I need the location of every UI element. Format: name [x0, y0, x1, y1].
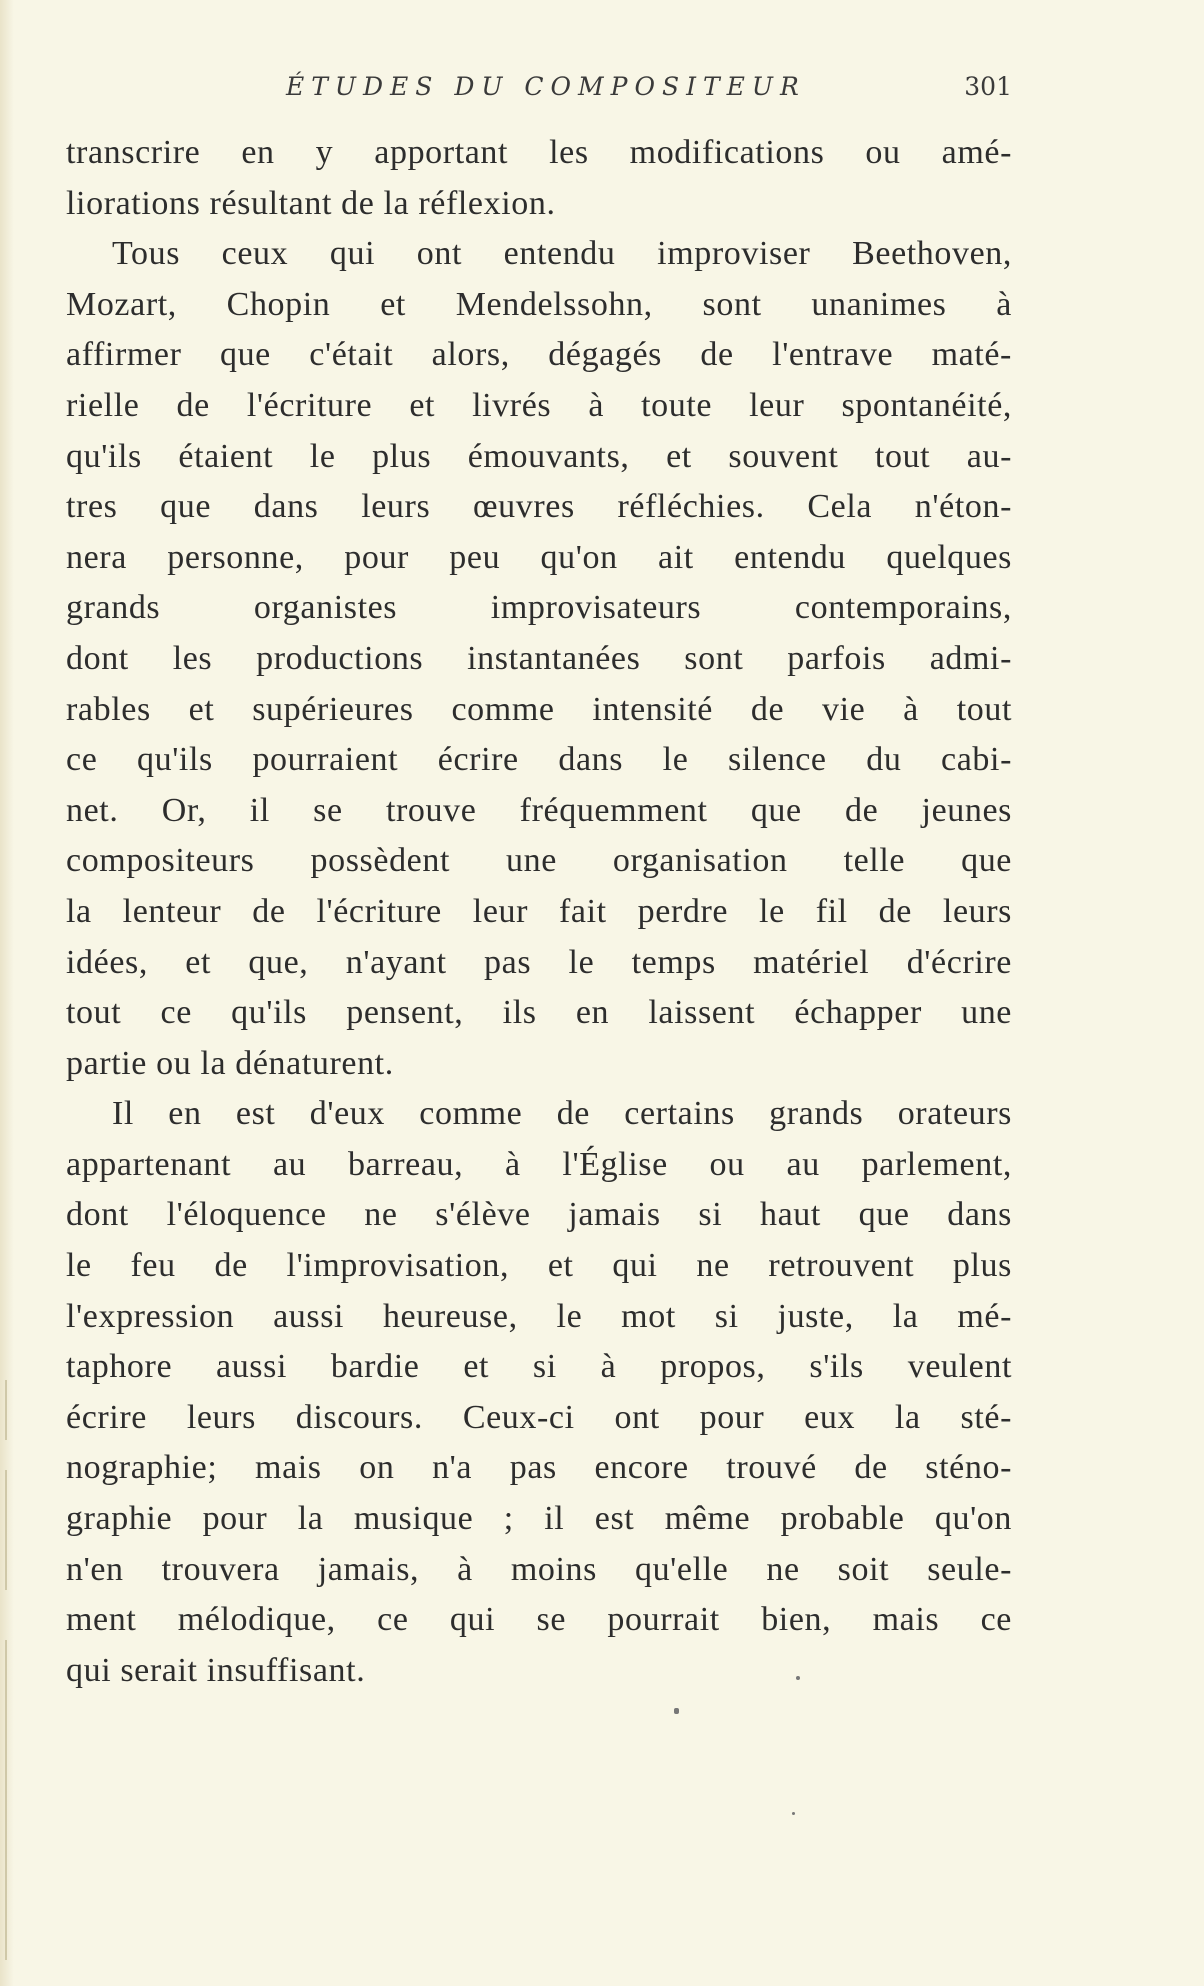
- text-line: transcrire en y apportant les modifications ou amé-: [66, 134, 1012, 171]
- page-gutter: [0, 0, 14, 1986]
- text-line: nographie; mais on n'a pas encore trouvé de sténo-: [66, 1449, 1012, 1487]
- paragraph: [66, 128, 1012, 229]
- running-header: [66, 72, 1012, 112]
- text-line: idées, et que, n'ayant pas le temps matériel d'écrire: [66, 943, 1012, 981]
- text-line: qui serait insuffisant.: [66, 1651, 366, 1689]
- page-number: 301: [964, 72, 1012, 101]
- text-line: le feu de l'improvisation, et qui ne retrouvent plus: [66, 1247, 1012, 1285]
- gutter-mark: [5, 1640, 7, 1960]
- text-line: qu'ils étaient le plus émouvants, et souvent tout au-: [66, 437, 1012, 475]
- text-line: Il en est d'eux comme de certains grands orateurs: [112, 1095, 1012, 1133]
- paragraph: [66, 229, 1012, 1089]
- text-line: graphie pour la musique ; il est même probable qu'on: [66, 1500, 1012, 1538]
- text-line: ce qu'ils pourraient écrire dans le silence du cabi-: [66, 741, 1012, 779]
- text-line: l'expression aussi heureuse, le mot si juste, la mé-: [66, 1297, 1012, 1335]
- text-line: rielle de l'écriture et livrés à toute leur spontanéité,: [66, 386, 1012, 424]
- text-line: partie ou la dénaturent.: [66, 1044, 394, 1082]
- ink-speck: [792, 1812, 795, 1815]
- text-line: dont les productions instantanées sont parfois admi-: [66, 639, 1012, 677]
- ink-speck: [674, 1708, 679, 1714]
- body-text: [66, 128, 1012, 1696]
- text-line: Mozart, Chopin et Mendelssohn, sont unanimes à: [66, 285, 1012, 323]
- text-line: liorations résultant de la réflexion.: [66, 184, 556, 222]
- text-line: écrire leurs discours. Ceux-ci ont pour eux la sté-: [66, 1398, 1012, 1436]
- text-line: ment mélodique, ce qui se pourrait bien, mais ce: [66, 1601, 1012, 1639]
- text-line: nera personne, pour peu qu'on ait entendu quelques: [66, 538, 1012, 576]
- text-line: affirmer que c'était alors, dégagés de l'entrave maté-: [66, 336, 1012, 374]
- ink-speck: [796, 1676, 800, 1680]
- text-line: compositeurs possèdent une organisation telle que: [66, 842, 1012, 880]
- text-line: la lenteur de l'écriture leur fait perdre le fil de leurs: [66, 892, 1012, 930]
- text-line: dont l'éloquence ne s'élève jamais si haut que dans: [66, 1196, 1012, 1234]
- text-line: tout ce qu'ils pensent, ils en laissent échapper une: [66, 994, 1012, 1032]
- text-line: tres que dans leurs œuvres réfléchies. Cela n'éton-: [66, 488, 1012, 526]
- text-line: net. Or, il se trouve fréquemment que de jeunes: [66, 791, 1012, 829]
- text-line: rables et supérieures comme intensité de vie à tout: [66, 690, 1012, 728]
- text-line: Tous ceux qui ont entendu improviser Beethoven,: [112, 235, 1012, 273]
- text-line: grands organistes improvisateurs contemporains,: [66, 589, 1012, 627]
- text-line: appartenant au barreau, à l'Église ou au parlement,: [66, 1145, 1012, 1183]
- paragraph: [66, 1089, 1012, 1696]
- gutter-mark: [5, 1380, 7, 1440]
- gutter-mark: [5, 1470, 7, 1590]
- text-line: n'en trouvera jamais, à moins qu'elle ne soit seule-: [66, 1550, 1012, 1588]
- text-line: taphore aussi bardie et si à propos, s'ils veulent: [66, 1348, 1012, 1386]
- running-title: ÉTUDES DU COMPOSITEUR: [286, 72, 806, 101]
